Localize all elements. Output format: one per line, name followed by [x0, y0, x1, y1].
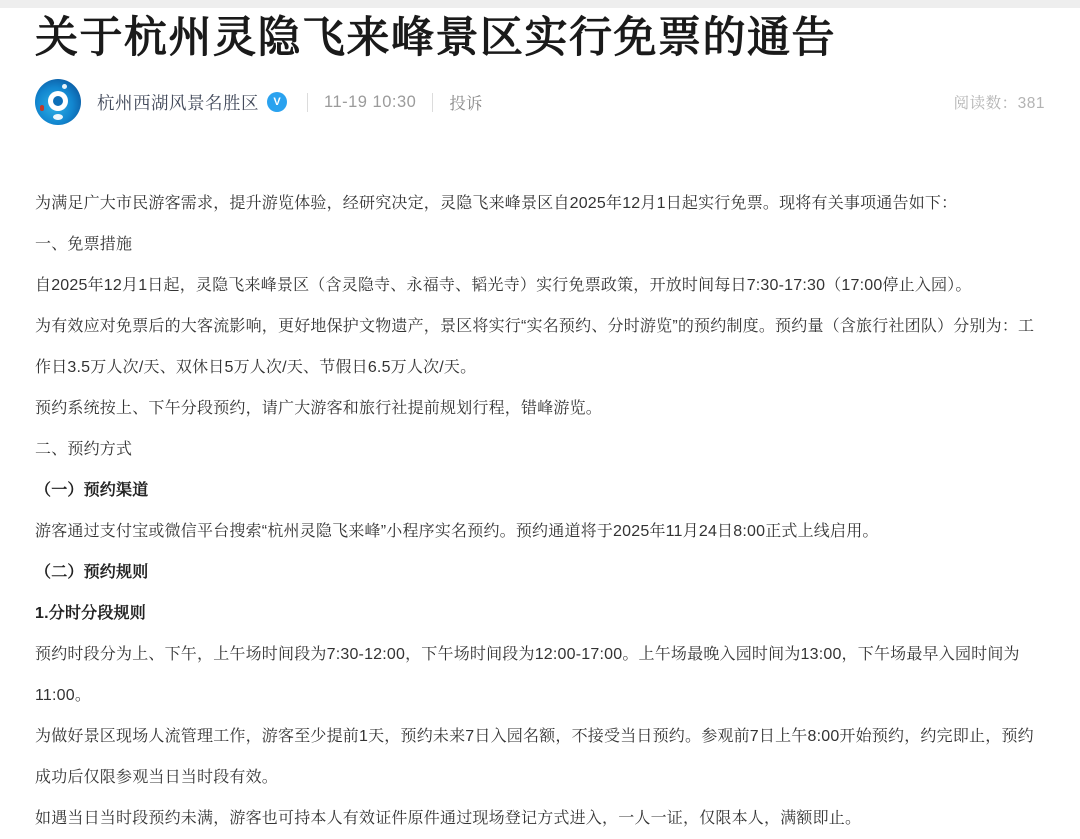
read-count-value: 381	[1017, 95, 1045, 112]
article-body	[35, 183, 1048, 839]
avatar-logo-center	[53, 96, 63, 106]
article-paragraph: 游客通过支付宝或微信平台搜索“杭州灵隐飞来峰”小程序实名预约。预约通道将于2025年11月24日8:00正式上线启用。	[35, 523, 879, 540]
rule-heading: 1.分时分段规则	[35, 605, 146, 622]
meta-divider	[307, 93, 308, 112]
article-title: 关于杭州灵隐飞来峰景区实行免票的通告	[35, 14, 836, 62]
article-paragraph: 预约时段分为上、下午，上午场时间段为7:30-12:00，下午场时间段为12:00-17:00。上午场最晚入园时间为13:00，下午场最早入园时间为11:00。	[35, 646, 1020, 704]
article-meta-row	[35, 79, 1045, 125]
complaint-button[interactable]: 投诉	[449, 95, 483, 113]
verified-badge-icon: V	[267, 92, 287, 112]
article-paragraph: 预约系统按上、下午分段预约，请广大游客和旅行社提前规划行程，错峰游览。	[35, 400, 603, 417]
publish-time: 11-19 10:30	[324, 92, 417, 111]
read-count	[954, 91, 1045, 113]
article-paragraph: 为有效应对免票后的大客流影响，更好地保护文物遗产，景区将实行“实名预约、分时游览”的预约制度。预约量（含旅行社团队）分别为：工作日3.5万人次/天、双休日5万人次/天、节假日6.5万人次/天。	[35, 318, 1035, 376]
account-avatar[interactable]	[35, 79, 81, 125]
avatar-decoration-seal	[40, 105, 44, 111]
subsection-heading: （二）预约规则	[35, 564, 149, 581]
avatar-decoration-oval	[53, 114, 63, 120]
read-count-label: 阅读数：	[953, 95, 1018, 112]
avatar-decoration-dot	[62, 84, 67, 89]
avatar-logo-ring	[48, 91, 68, 111]
article-paragraph: 为满足广大市民游客需求，提升游览体验，经研究决定，灵隐飞来峰景区自2025年12月1日起实行免票。现将有关事项通告如下：	[35, 195, 958, 212]
account-name-link[interactable]: 杭州西湖风景名胜区	[97, 92, 259, 113]
section-heading-1: 一、免票措施	[35, 236, 133, 253]
top-strip	[0, 0, 1080, 8]
article-paragraph: 为做好景区现场人流管理工作，游客至少提前1天，预约未来7日入园名额，不接受当日预约。参观前7日上午8:00开始预约，约完即止，预约成功后仅限参观当日当时段有效。	[35, 728, 1034, 786]
article-paragraph: 自2025年12月1日起，灵隐飞来峰景区（含灵隐寺、永福寺、韬光寺）实行免票政策，开放时间每日7:30-17:30（17:00停止入园）。	[35, 277, 972, 294]
section-heading-2: 二、预约方式	[35, 441, 133, 458]
subsection-heading: （一）预约渠道	[35, 482, 149, 499]
article-paragraph: 如遇当日当时段预约未满，游客也可持本人有效证件原件通过现场登记方式进入，一人一证，仅限本人，满额即止。	[35, 810, 862, 827]
meta-divider	[432, 93, 433, 112]
